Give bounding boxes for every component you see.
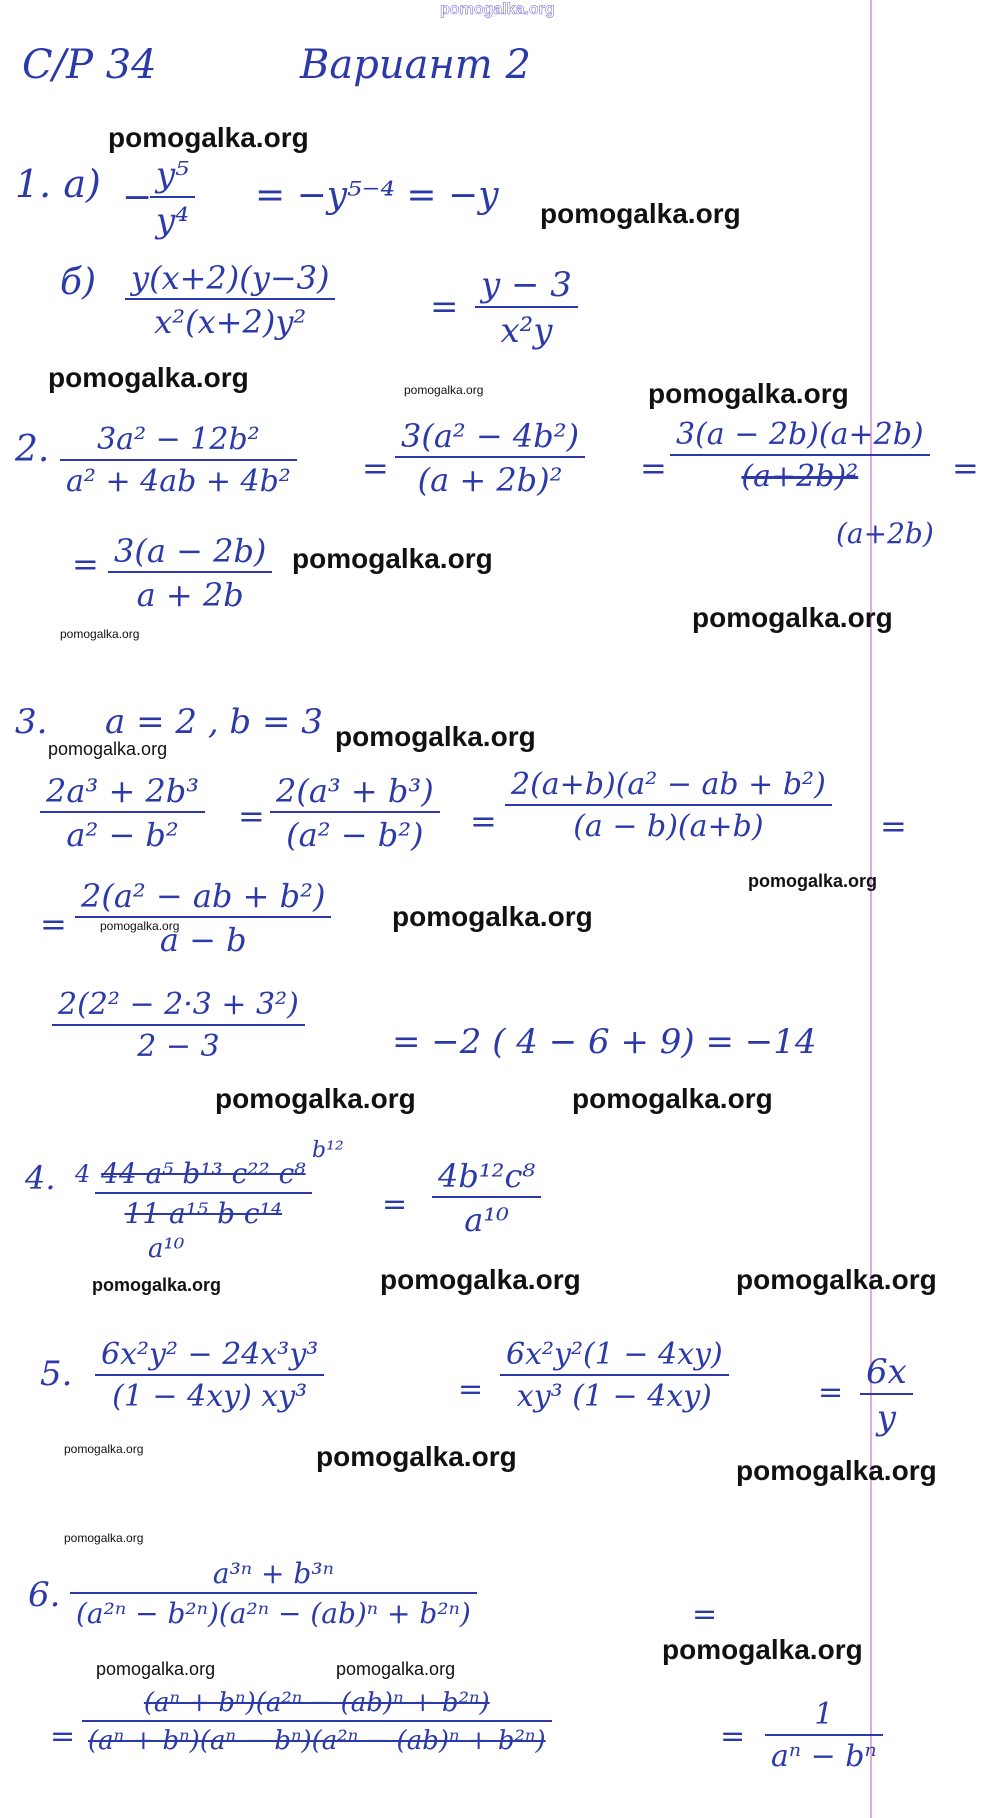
task3-result: = −2 ( 4 − 6 + 9) = −14 — [392, 1022, 817, 1062]
equals-sign: = — [72, 545, 99, 583]
watermark: pomogalka.org — [692, 602, 893, 633]
denominator: x²y — [500, 311, 553, 351]
watermark: pomogalka.org — [335, 721, 536, 752]
task4-result — [432, 1157, 541, 1239]
watermark-small: pomogalka.org — [64, 1442, 144, 1456]
task5-label: 5. — [40, 1354, 73, 1394]
numerator: 3(a² − 4b²) — [395, 420, 585, 458]
watermark-small: pomogalka.org — [60, 627, 140, 641]
equals-sign: = — [692, 1597, 718, 1632]
watermark-small: pomogalka.org — [100, 919, 180, 933]
denominator: a² + 4ab + 4b² — [66, 464, 291, 499]
watermark: pomogalka.org — [292, 543, 493, 574]
variant-title: Вариант 2 — [300, 42, 531, 88]
watermark: pomogalka.org — [96, 1659, 216, 1679]
numerator: 6x²y² − 24x³y³ — [95, 1340, 324, 1376]
task6-result — [765, 1697, 883, 1774]
watermark: pomogalka.org — [108, 122, 309, 153]
denominator: (a − b)(a+b) — [573, 809, 764, 844]
numerator: y − 3 — [475, 268, 578, 308]
watermark: pomogalka.org — [48, 362, 249, 393]
numerator: 1 — [765, 1700, 883, 1736]
watermark: pomogalka.org — [336, 1659, 456, 1679]
task2-extra-factor: (a+2b) — [836, 517, 934, 550]
denominator: a¹⁰ — [464, 1201, 509, 1239]
watermark-small: pomogalka.org — [64, 1531, 144, 1545]
equals-sign: = — [880, 807, 907, 845]
equals-sign: = — [720, 1719, 746, 1754]
equals-sign: = — [362, 449, 389, 487]
top-watermark: pomogalka.org — [440, 1, 555, 18]
task3-fraction-3 — [505, 767, 832, 844]
numerator: 3a² − 12b² — [60, 425, 297, 461]
denominator: aⁿ − bⁿ — [771, 1739, 877, 1774]
watermark: pomogalka.org — [540, 198, 741, 229]
equals-sign: = — [430, 287, 459, 327]
equals-sign: = — [382, 1187, 408, 1222]
task1-minus: − — [122, 177, 153, 218]
watermark: pomogalka.org — [748, 871, 878, 891]
task2-result — [108, 532, 272, 614]
numerator: 2(a² − ab + b²) — [75, 880, 331, 918]
task1a-result: = −y⁵⁻⁴ = −y — [255, 175, 499, 216]
numerator: 3(a − 2b)(a+2b) — [670, 420, 930, 456]
denominator: (a+2b)² — [741, 459, 859, 494]
numerator: 2a³ + 2b³ — [40, 775, 205, 813]
numerator: 2(a+b)(a² − ab + b²) — [505, 770, 832, 806]
equals-sign: = — [238, 797, 265, 835]
task5-fraction-2 — [500, 1337, 729, 1414]
equals-sign: = — [640, 449, 667, 487]
watermark: pomogalka.org — [572, 1083, 773, 1114]
task3-given: a = 2 , b = 3 — [105, 702, 323, 742]
task6-fraction-2 — [82, 1690, 552, 1754]
task3-label: 3. — [15, 702, 48, 742]
task6-fraction-1 — [70, 1557, 477, 1630]
task4-reduced-power: b¹² — [312, 1138, 344, 1163]
task4-fraction-1 — [95, 1157, 312, 1230]
equals-sign: = — [952, 449, 979, 487]
denominator: (aⁿ + bⁿ)(aⁿ − bⁿ)(a²ⁿ − (ab)ⁿ + b²ⁿ) — [88, 1726, 546, 1756]
task2-fraction-1 — [60, 422, 297, 499]
numerator: 4b¹²c⁸ — [432, 1160, 541, 1198]
task1-label: 1. а) — [15, 162, 101, 206]
numerator: 6x — [860, 1355, 913, 1395]
margin-line — [870, 0, 872, 1818]
task3-fraction-4 — [75, 877, 331, 959]
denominator: a − b — [159, 921, 247, 959]
denominator: (1 − 4xy) xy³ — [112, 1379, 308, 1414]
equals-sign: = — [40, 905, 67, 943]
task2-fraction-2 — [395, 417, 585, 499]
task4-reduced-coefficient: 4 — [75, 1160, 91, 1188]
task1b-fraction — [125, 259, 335, 341]
task5-fraction-1 — [95, 1337, 324, 1414]
task6-label: 6. — [28, 1575, 61, 1615]
numerator: 44 a⁵ b¹³ c²² c⁸ — [95, 1160, 312, 1194]
equals-sign: = — [470, 802, 497, 840]
denominator: (a²ⁿ − b²ⁿ)(a²ⁿ − (ab)ⁿ + b²ⁿ) — [76, 1597, 471, 1630]
numerator: y(x+2)(y−3) — [125, 262, 335, 300]
numerator: 6x²y²(1 − 4xy) — [500, 1340, 729, 1376]
task1b-result — [475, 265, 578, 351]
denominator: a² − b² — [66, 816, 179, 854]
task4-remainder: a¹⁰ — [148, 1234, 185, 1264]
watermark: pomogalka.org — [380, 1264, 581, 1295]
denominator: a + 2b — [136, 576, 244, 614]
numerator: y⁵ — [150, 158, 195, 198]
watermark-small: pomogalka.org — [404, 383, 484, 397]
task3-fraction-1 — [40, 772, 205, 854]
numerator: 3(a − 2b) — [108, 535, 272, 573]
watermark: pomogalka.org — [736, 1455, 937, 1486]
numerator: a³ⁿ + b³ⁿ — [70, 1560, 477, 1594]
numerator: 2(2² − 2·3 + 3²) — [52, 990, 305, 1026]
denominator: xy³ (1 − 4xy) — [516, 1379, 712, 1414]
watermark: pomogalka.org — [648, 378, 849, 409]
equals-sign: = — [50, 1719, 76, 1754]
numerator: (aⁿ + bⁿ)(a²ⁿ − (ab)ⁿ + b²ⁿ) — [82, 1690, 552, 1722]
task1b-label: б) — [60, 262, 97, 303]
denominator: x²(x+2)y² — [154, 303, 307, 341]
task2-fraction-3 — [670, 417, 930, 494]
watermark: pomogalka.org — [316, 1441, 517, 1472]
watermark: pomogalka.org — [48, 739, 168, 759]
work-title: С/Р 34 — [22, 42, 157, 88]
equals-sign: = — [818, 1375, 844, 1410]
task1a-fraction — [150, 155, 195, 241]
task2-label: 2. — [15, 429, 50, 470]
equals-sign: = — [458, 1372, 484, 1407]
task5-result — [860, 1352, 913, 1438]
denominator: y⁴ — [156, 201, 189, 241]
watermark: pomogalka.org — [92, 1275, 222, 1295]
watermark: pomogalka.org — [392, 901, 593, 932]
denominator: 2 − 3 — [137, 1029, 220, 1064]
task4-label: 4. — [25, 1159, 56, 1197]
denominator: (a² − b²) — [286, 816, 424, 854]
watermark: pomogalka.org — [662, 1634, 863, 1665]
task3-fraction-2 — [270, 772, 440, 854]
numerator: 2(a³ + b³) — [270, 775, 440, 813]
watermark: pomogalka.org — [215, 1083, 416, 1114]
watermark: pomogalka.org — [736, 1264, 937, 1295]
denominator: (a + 2b)² — [417, 461, 563, 499]
task3-fraction-5 — [52, 987, 305, 1064]
denominator: 11 a¹⁵ b c¹⁴ — [124, 1197, 283, 1230]
denominator: y — [876, 1398, 897, 1438]
